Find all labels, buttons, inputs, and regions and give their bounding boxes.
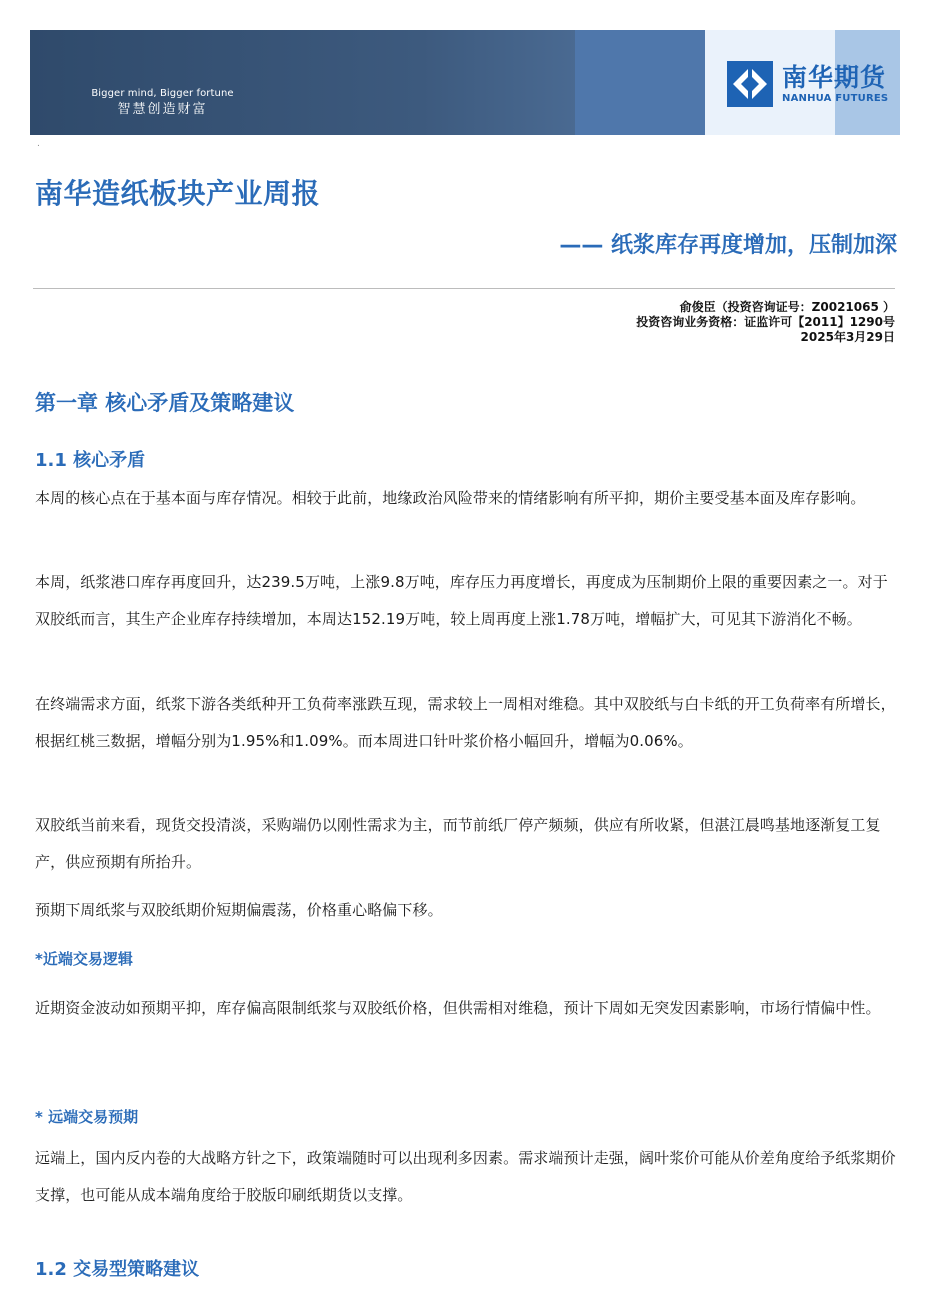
logo-name-cn: 南华期货 xyxy=(782,63,887,92)
report-meta xyxy=(636,300,895,345)
paragraph: 本周，纸浆港口库存再度回升，达239.5万吨，上涨9.8万吨，库存压力再度增长，再度成为压制期价上限的重要因素之一。对于双胶纸而言，其生产企业库存持续增加，本周达152.19万吨，较上周再度上涨1.78万吨，增幅扩大，可见其下游消化不畅。 xyxy=(35,573,888,628)
company-logo xyxy=(782,63,888,105)
banner-band xyxy=(575,30,705,135)
paragraph: 本周的核心点在于基本面与库存情况。相较于此前，地缘政治风险带来的情绪影响有所平抑，期价主要受基本面及库存影响。 xyxy=(35,489,866,507)
chapter-heading: 第一章 核心矛盾及策略建议 xyxy=(35,391,295,415)
slogan-en: Bigger mind, Bigger fortune xyxy=(91,88,234,99)
section-heading: 1.1 核心矛盾 xyxy=(35,450,146,471)
logo-name-en: NANHUA FUTURES xyxy=(782,93,889,104)
divider xyxy=(33,288,895,289)
paragraph: 在终端需求方面，纸浆下游各类纸种开工负荷率涨跌互现，需求较上一周相对维稳。其中双胶纸与白卡纸的开工负荷率有所增长，根据红桃三数据，增幅分别为1.95%和1.09%。而本周进口针叶浆价格小幅回升，增幅为0.06%。 xyxy=(35,695,896,750)
subsection-heading: *近端交易逻辑 xyxy=(35,950,133,968)
author: 俞俊臣（投资咨询证号：Z0021065 ） xyxy=(679,300,895,314)
report-subtitle: —— 纸浆库存再度增加，压制加深 xyxy=(559,233,897,258)
nanhua-logo-icon xyxy=(727,61,773,107)
section-heading: 1.2 交易型策略建议 xyxy=(35,1259,200,1280)
qualification: 投资咨询业务资格：证监许可【2011】1290号 xyxy=(636,315,895,329)
subsection-heading: * 远端交易预期 xyxy=(35,1108,139,1126)
slogan-cn: 智慧创造财富 xyxy=(117,101,208,117)
report-title: 南华造纸板块产业周报 xyxy=(35,177,321,210)
page-mark: . xyxy=(37,139,40,149)
paragraph: 近期资金波动如预期平抑，库存偏高限制纸浆与双胶纸价格，但供需相对维稳，预计下周如无突发因素影响，市场行情偏中性。 xyxy=(35,999,881,1017)
paragraph: 预期下周纸浆与双胶纸期价短期偏震荡，价格重心略偏下移。 xyxy=(35,901,443,919)
header-banner xyxy=(30,30,900,135)
report-date: 2025年3月29日 xyxy=(800,330,895,344)
slogan xyxy=(90,87,235,118)
paragraph: 远端上，国内反内卷的大战略方针之下，政策端随时可以出现利多因素。需求端预计走强，阔叶浆价可能从价差角度给予纸浆期价支撑，也可能从成本端角度给于胶版印刷纸期货以支撑。 xyxy=(35,1149,896,1204)
paragraph: 双胶纸当前来看，现货交投清淡，采购端仍以刚性需求为主，而节前纸厂停产频频，供应有所收紧，但湛江晨鸣基地逐渐复工复产，供应预期有所抬升。 xyxy=(35,816,881,871)
